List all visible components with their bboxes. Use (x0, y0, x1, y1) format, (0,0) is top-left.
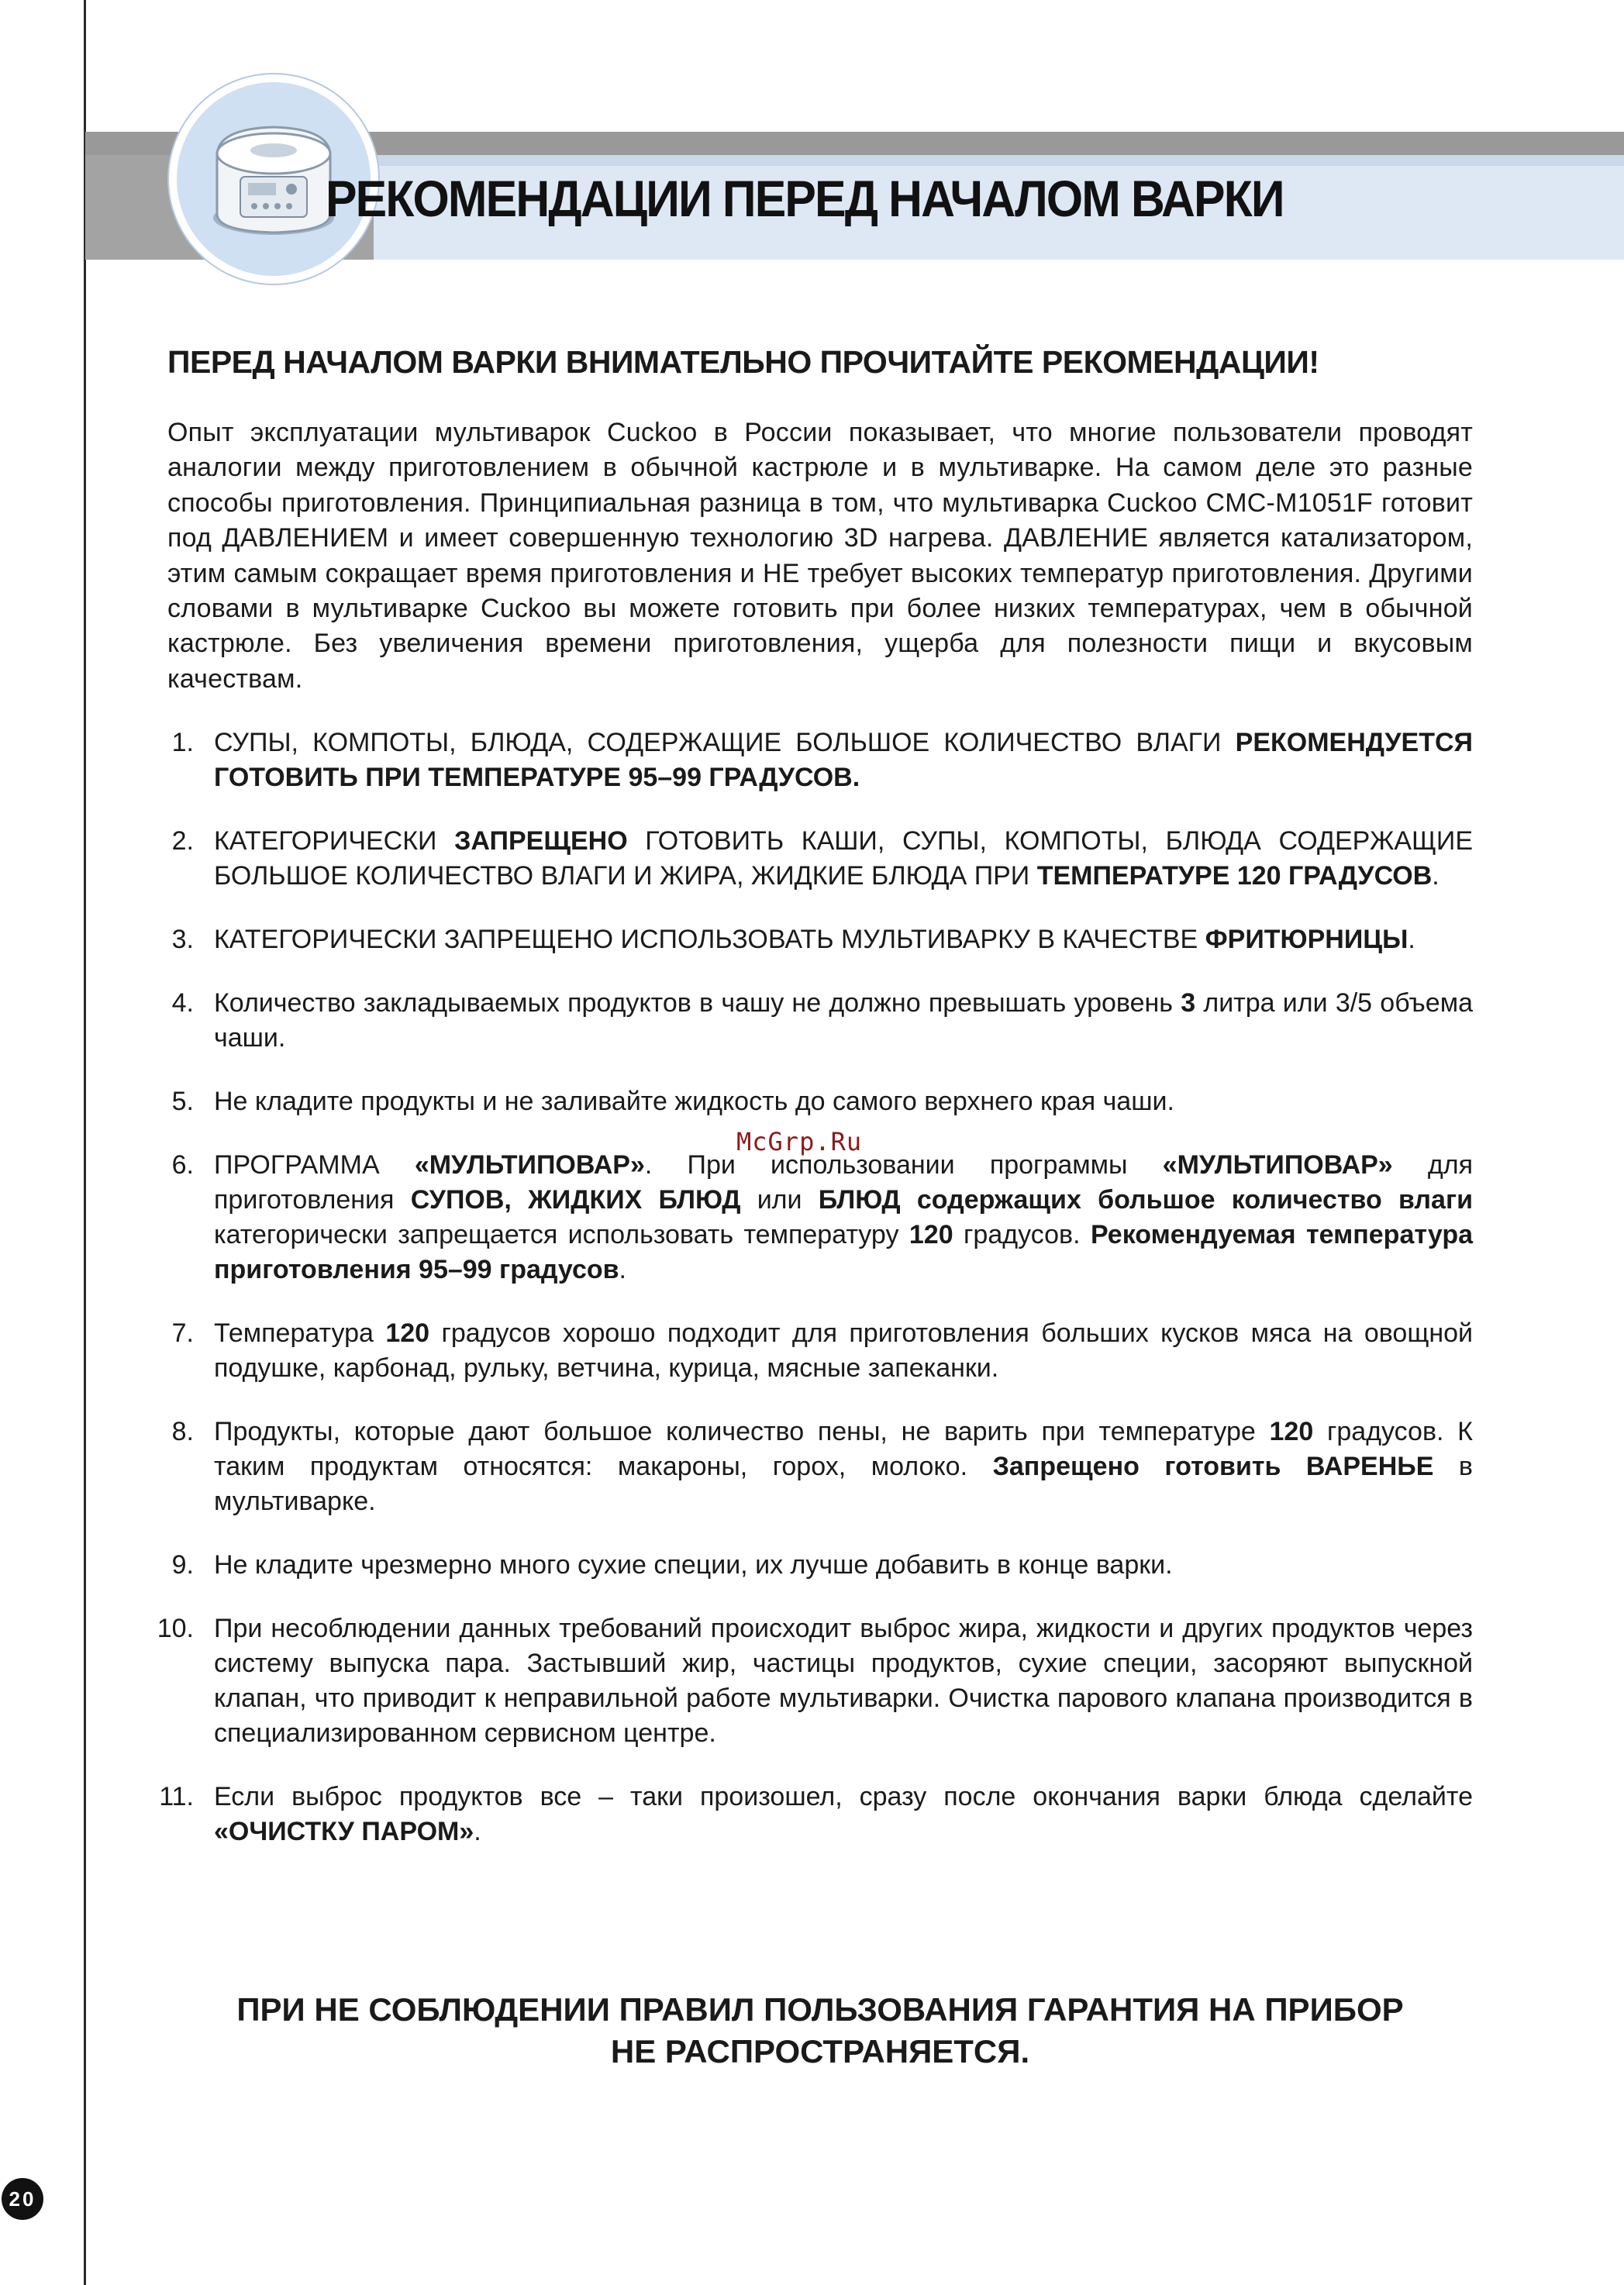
text-run: в мультиварке. (214, 1452, 1473, 1516)
list-item-number: 9. (171, 1550, 194, 1580)
text-run: градусов. К таким продуктам относятся: макароны, горох, молоко. (214, 1417, 1473, 1481)
emphasis-text: «МУЛЬТИПОВАР» (1162, 1150, 1393, 1180)
section-subheading: ПЕРЕД НАЧАЛОМ ВАРКИ ВНИМАТЕЛЬНО ПРОЧИТАЙТЕ РЕКОМЕНДАЦИИ! (167, 344, 1319, 380)
list-item-text (214, 922, 1473, 957)
text-run: литра или 3/5 объема чаши. (214, 988, 1473, 1053)
list-item (155, 1148, 1473, 1287)
list-item-text (214, 1548, 1473, 1583)
text-run: Температура (214, 1318, 386, 1348)
list-item (155, 922, 1473, 957)
warranty-warning-line1: ПРИ НЕ СОБЛЮДЕНИИ ПРАВИЛ ПОЛЬЗОВАНИЯ ГАРАНТИЯ НА ПРИБОР (236, 1991, 1404, 2028)
list-item-text (214, 1316, 1473, 1386)
text-run: градусов. (953, 1220, 1091, 1249)
emphasis-text: ТЕМПЕРАТУРЕ 120 ГРАДУСОВ (1036, 861, 1433, 891)
recommendations-list (155, 725, 1473, 1878)
list-item-number: 2. (171, 826, 194, 856)
list-item-text (214, 1084, 1473, 1119)
text-run: . При использовании программы (644, 1150, 1163, 1180)
list-item-text (214, 824, 1473, 894)
list-item (155, 986, 1473, 1056)
text-run: При несоблюдении данных требований происходит выброс жира, жидкости и других продуктов через систему выпуска пара. Застывший жир, частицы продуктов, сухие специи, засоряют выпускной клапан, что приводит к неправильной работе мультиварки. Очистка парового клапана производится в специализированном сервисном центре. (214, 1614, 1473, 1748)
emphasis-text: БЛЮД содержащих большое количество влаги (818, 1185, 1474, 1215)
list-item (155, 824, 1473, 894)
text-run: Продукты, которые дают большое количество пены, не варить при температуре (214, 1417, 1270, 1446)
intro-paragraph: Опыт эксплуатации мультиварок Cuckoo в России показывает, что многие пользователи проводят аналогии между приготовлением в обычной кастрюле и в мультиварке. На самом деле это разные способы приготовления. Принципиальная разница в том, что мультиварка Cuckoo CMC-M1051F готовит под ДАВЛЕНИЕМ и имеет совершенную технологию 3D нагрева. ДАВЛЕНИЕ является катализатором, этим самым сокращает время приготовления и НЕ требует высоких температур приготовления. Другими словами в мультиварке Cuckoo вы можете готовить при более низких температурах, чем в обычной кастрюле. Без увеличения времени приготовления, ущерба для полезности пищи и вкусовым качествам. (167, 418, 1473, 694)
text-run: Не кладите продукты и не заливайте жидкость до самого верхнего края чаши. (214, 1087, 1174, 1116)
text-run: градусов хорошо подходит для приготовления больших кусков мяса на овощной подушке, карбонад, рульку, ветчина, курица, мясные запеканки. (214, 1318, 1473, 1383)
emphasis-text: РЕКОМЕНДУЕТСЯ ГОТОВИТЬ ПРИ ТЕМПЕРАТУРЕ 95–99 ГРАДУСОВ. (214, 728, 1473, 792)
emphasis-text: Рекомендуемая температура приготовления 95–99 градусов (214, 1220, 1473, 1284)
text-run: . (1432, 861, 1440, 891)
emphasis-text: 120 (385, 1318, 430, 1348)
text-run: КАТЕГОРИЧЕСКИ ЗАПРЕЩЕНО ИСПОЛЬЗОВАТЬ МУЛЬТИВАРКУ В КАЧЕСТВЕ (214, 925, 1205, 954)
list-item (155, 1415, 1473, 1519)
page-margin-line (84, 0, 86, 2285)
warranty-warning-line2: НЕ РАСПРОСТРАНЯЕТСЯ. (610, 2033, 1030, 2070)
list-item (155, 1780, 1473, 1849)
text-run: Не кладите чрезмерно много сухие специи, их лучше добавить в конце варки. (214, 1550, 1173, 1580)
emphasis-text: ЗАПРЕЩЕНО (454, 826, 628, 856)
text-run: категорически запрещается использовать температуру (214, 1220, 909, 1249)
list-item-number: 5. (171, 1087, 194, 1116)
emphasis-text: Запрещено готовить ВАРЕНЬЕ (992, 1452, 1434, 1481)
list-item-number: 8. (171, 1417, 194, 1446)
text-run: . (474, 1817, 481, 1846)
text-run: Если выброс продуктов все – таки произошел, сразу после окончания варки блюда сделайте (214, 1782, 1473, 1811)
list-item (155, 1611, 1473, 1751)
list-item-number: 4. (171, 988, 194, 1018)
text-run: для приготовления (214, 1150, 1474, 1215)
watermark: McGrp.Ru (736, 1127, 863, 1156)
list-item-text (214, 1148, 1473, 1287)
emphasis-text: ФРИТЮРНИЦЫ (1205, 925, 1409, 954)
list-item (155, 1548, 1473, 1583)
text-run: ГОТОВИТЬ КАШИ, СУПЫ, КОМПОТЫ, БЛЮДА СОДЕРЖАЩИЕ БОЛЬШОЕ КОЛИЧЕСТВО ВЛАГИ И ЖИРА, ЖИДКИЕ БЛЮДА ПРИ (214, 826, 1474, 891)
list-item-text (214, 725, 1473, 795)
list-item (155, 725, 1473, 795)
emphasis-text: 120 (1269, 1417, 1314, 1446)
list-item-number: 11. (159, 1782, 194, 1811)
text-run: СУПЫ, КОМПОТЫ, БЛЮДА, СОДЕРЖАЩИЕ БОЛЬШОЕ КОЛИЧЕСТВО ВЛАГИ (214, 728, 1236, 757)
list-item-text (214, 1780, 1473, 1849)
emphasis-text: СУПОВ, ЖИДКИХ БЛЮД (410, 1185, 741, 1215)
emphasis-text: 120 (909, 1220, 953, 1249)
list-item-text (214, 986, 1473, 1056)
list-item-text (214, 1611, 1473, 1751)
list-item-number: 1. (171, 728, 194, 757)
list-item-number: 6. (171, 1150, 194, 1180)
text-run: КАТЕГОРИЧЕСКИ (214, 826, 455, 856)
page-title: РЕКОМЕНДАЦИИ ПЕРЕД НАЧАЛОМ ВАРКИ (326, 170, 1284, 227)
list-item-number: 7. (171, 1318, 194, 1348)
warranty-warning (167, 1989, 1473, 2073)
list-item (155, 1084, 1473, 1119)
text-run: Количество закладываемых продуктов в чашу не должно превышать уровень (214, 988, 1181, 1018)
text-run: или (740, 1185, 819, 1215)
text-run: . (619, 1255, 626, 1284)
list-item-number: 3. (171, 925, 194, 954)
page-number: 20 (2, 2178, 43, 2220)
emphasis-text: «ОЧИСТКУ ПАРОМ» (214, 1817, 474, 1846)
list-item-number: 10. (157, 1614, 194, 1643)
text-run: ПРОГРАММА (214, 1150, 415, 1180)
emphasis-text: 3 (1181, 988, 1196, 1018)
emphasis-text: «МУЛЬТИПОВАР» (414, 1150, 645, 1180)
list-item-text (214, 1415, 1473, 1519)
list-item (155, 1316, 1473, 1386)
text-run: . (1408, 925, 1415, 954)
